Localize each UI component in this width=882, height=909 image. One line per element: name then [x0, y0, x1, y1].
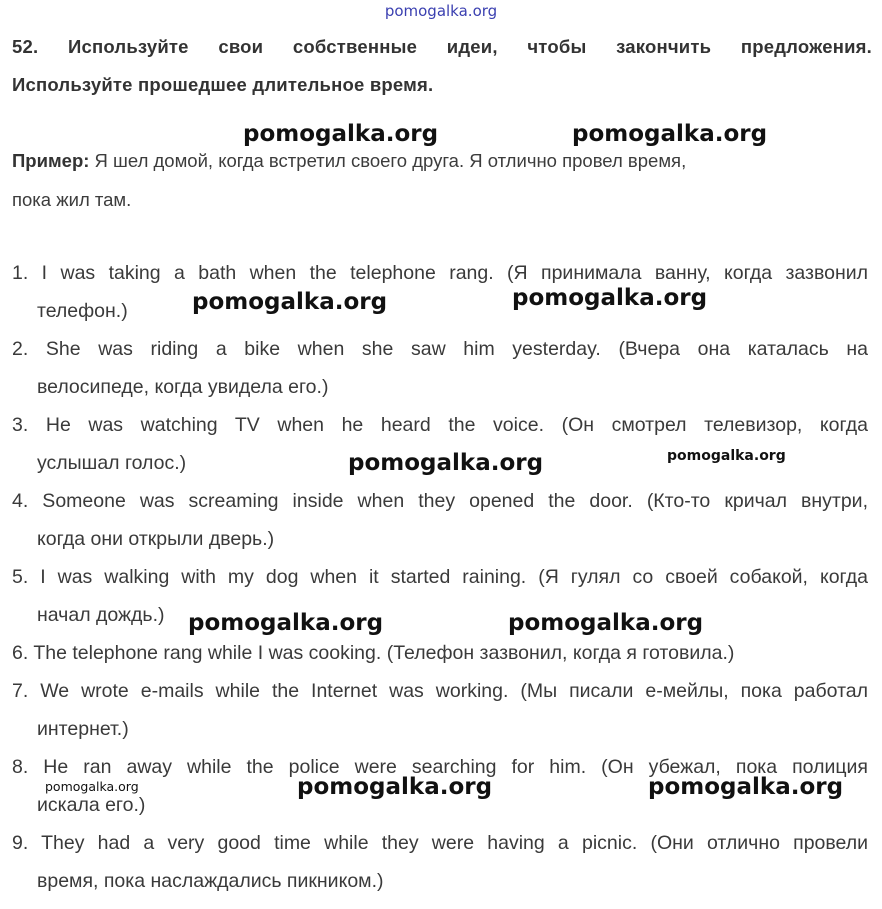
- watermark: pomogalka.org: [297, 774, 493, 800]
- watermark: pomogalka.org: [512, 285, 708, 311]
- task-title-line-1: 52. Используйте свои собственные идеи, чтобы закончить предложения.: [12, 36, 872, 57]
- item-8-line-2: искала его.): [37, 794, 146, 816]
- watermark: pomogalka.org: [508, 610, 704, 636]
- example-text: Я шел домой, когда встретил своего друга. Я отлично провел время,: [94, 150, 687, 171]
- item-4-line-2: когда они открыли дверь.): [37, 528, 275, 550]
- item-3-line-1: 3. He was watching TV when he heard the voice. (Он смотрел телевизор, когда: [12, 414, 868, 436]
- watermark: pomogalka.org: [45, 779, 139, 794]
- watermark: pomogalka.org: [243, 121, 439, 147]
- watermark: pomogalka.org: [572, 121, 768, 147]
- item-9-line-2: время, пока наслаждались пикником.): [37, 870, 384, 892]
- item-9-line-1: 9. They had a very good time while they were having a picnic. (Они отлично провели: [12, 832, 868, 854]
- task-title-line-2: Используйте прошедшее длительное время.: [12, 74, 434, 95]
- watermark: pomogalka.org: [648, 774, 844, 800]
- watermark-top: pomogalka.org: [384, 2, 498, 20]
- item-1-line-2: телефон.): [37, 300, 128, 322]
- item-3-line-2: услышал голос.): [37, 452, 187, 474]
- item-2-line-2: велосипеде, когда увидела его.): [37, 376, 329, 398]
- example-line-2: пока жил там.: [12, 189, 132, 210]
- watermark: pomogalka.org: [192, 289, 388, 315]
- item-2-line-1: 2. She was riding a bike when she saw him yesterday. (Вчера она каталась на: [12, 338, 868, 360]
- watermark: pomogalka.org: [188, 610, 384, 636]
- item-7-line-2: интернет.): [37, 718, 129, 740]
- item-5-line-2: начал дождь.): [37, 604, 165, 626]
- watermark: pomogalka.org: [667, 448, 786, 464]
- watermark: pomogalka.org: [348, 450, 544, 476]
- item-5-line-1: 5. I was walking with my dog when it started raining. (Я гулял со своей собакой, когда: [12, 566, 868, 588]
- item-1-line-1: 1. I was taking a bath when the telephone rang. (Я принимала ванну, когда зазвонил: [12, 262, 868, 284]
- example-line-1: [12, 150, 686, 172]
- item-7-line-1: 7. We wrote e-mails while the Internet was working. (Мы писали е-мейлы, пока работал: [12, 680, 868, 702]
- item-4-line-1: 4. Someone was screaming inside when they opened the door. (Кто-то кричал внутри,: [12, 490, 868, 512]
- item-6-line-1: 6. The telephone rang while I was cooking. (Телефон зазвонил, когда я готовила.): [12, 642, 735, 664]
- example-label: Пример:: [12, 150, 90, 171]
- item-8-line-1: 8. He ran away while the police were searching for him. (Он убежал, пока полиция: [12, 756, 868, 778]
